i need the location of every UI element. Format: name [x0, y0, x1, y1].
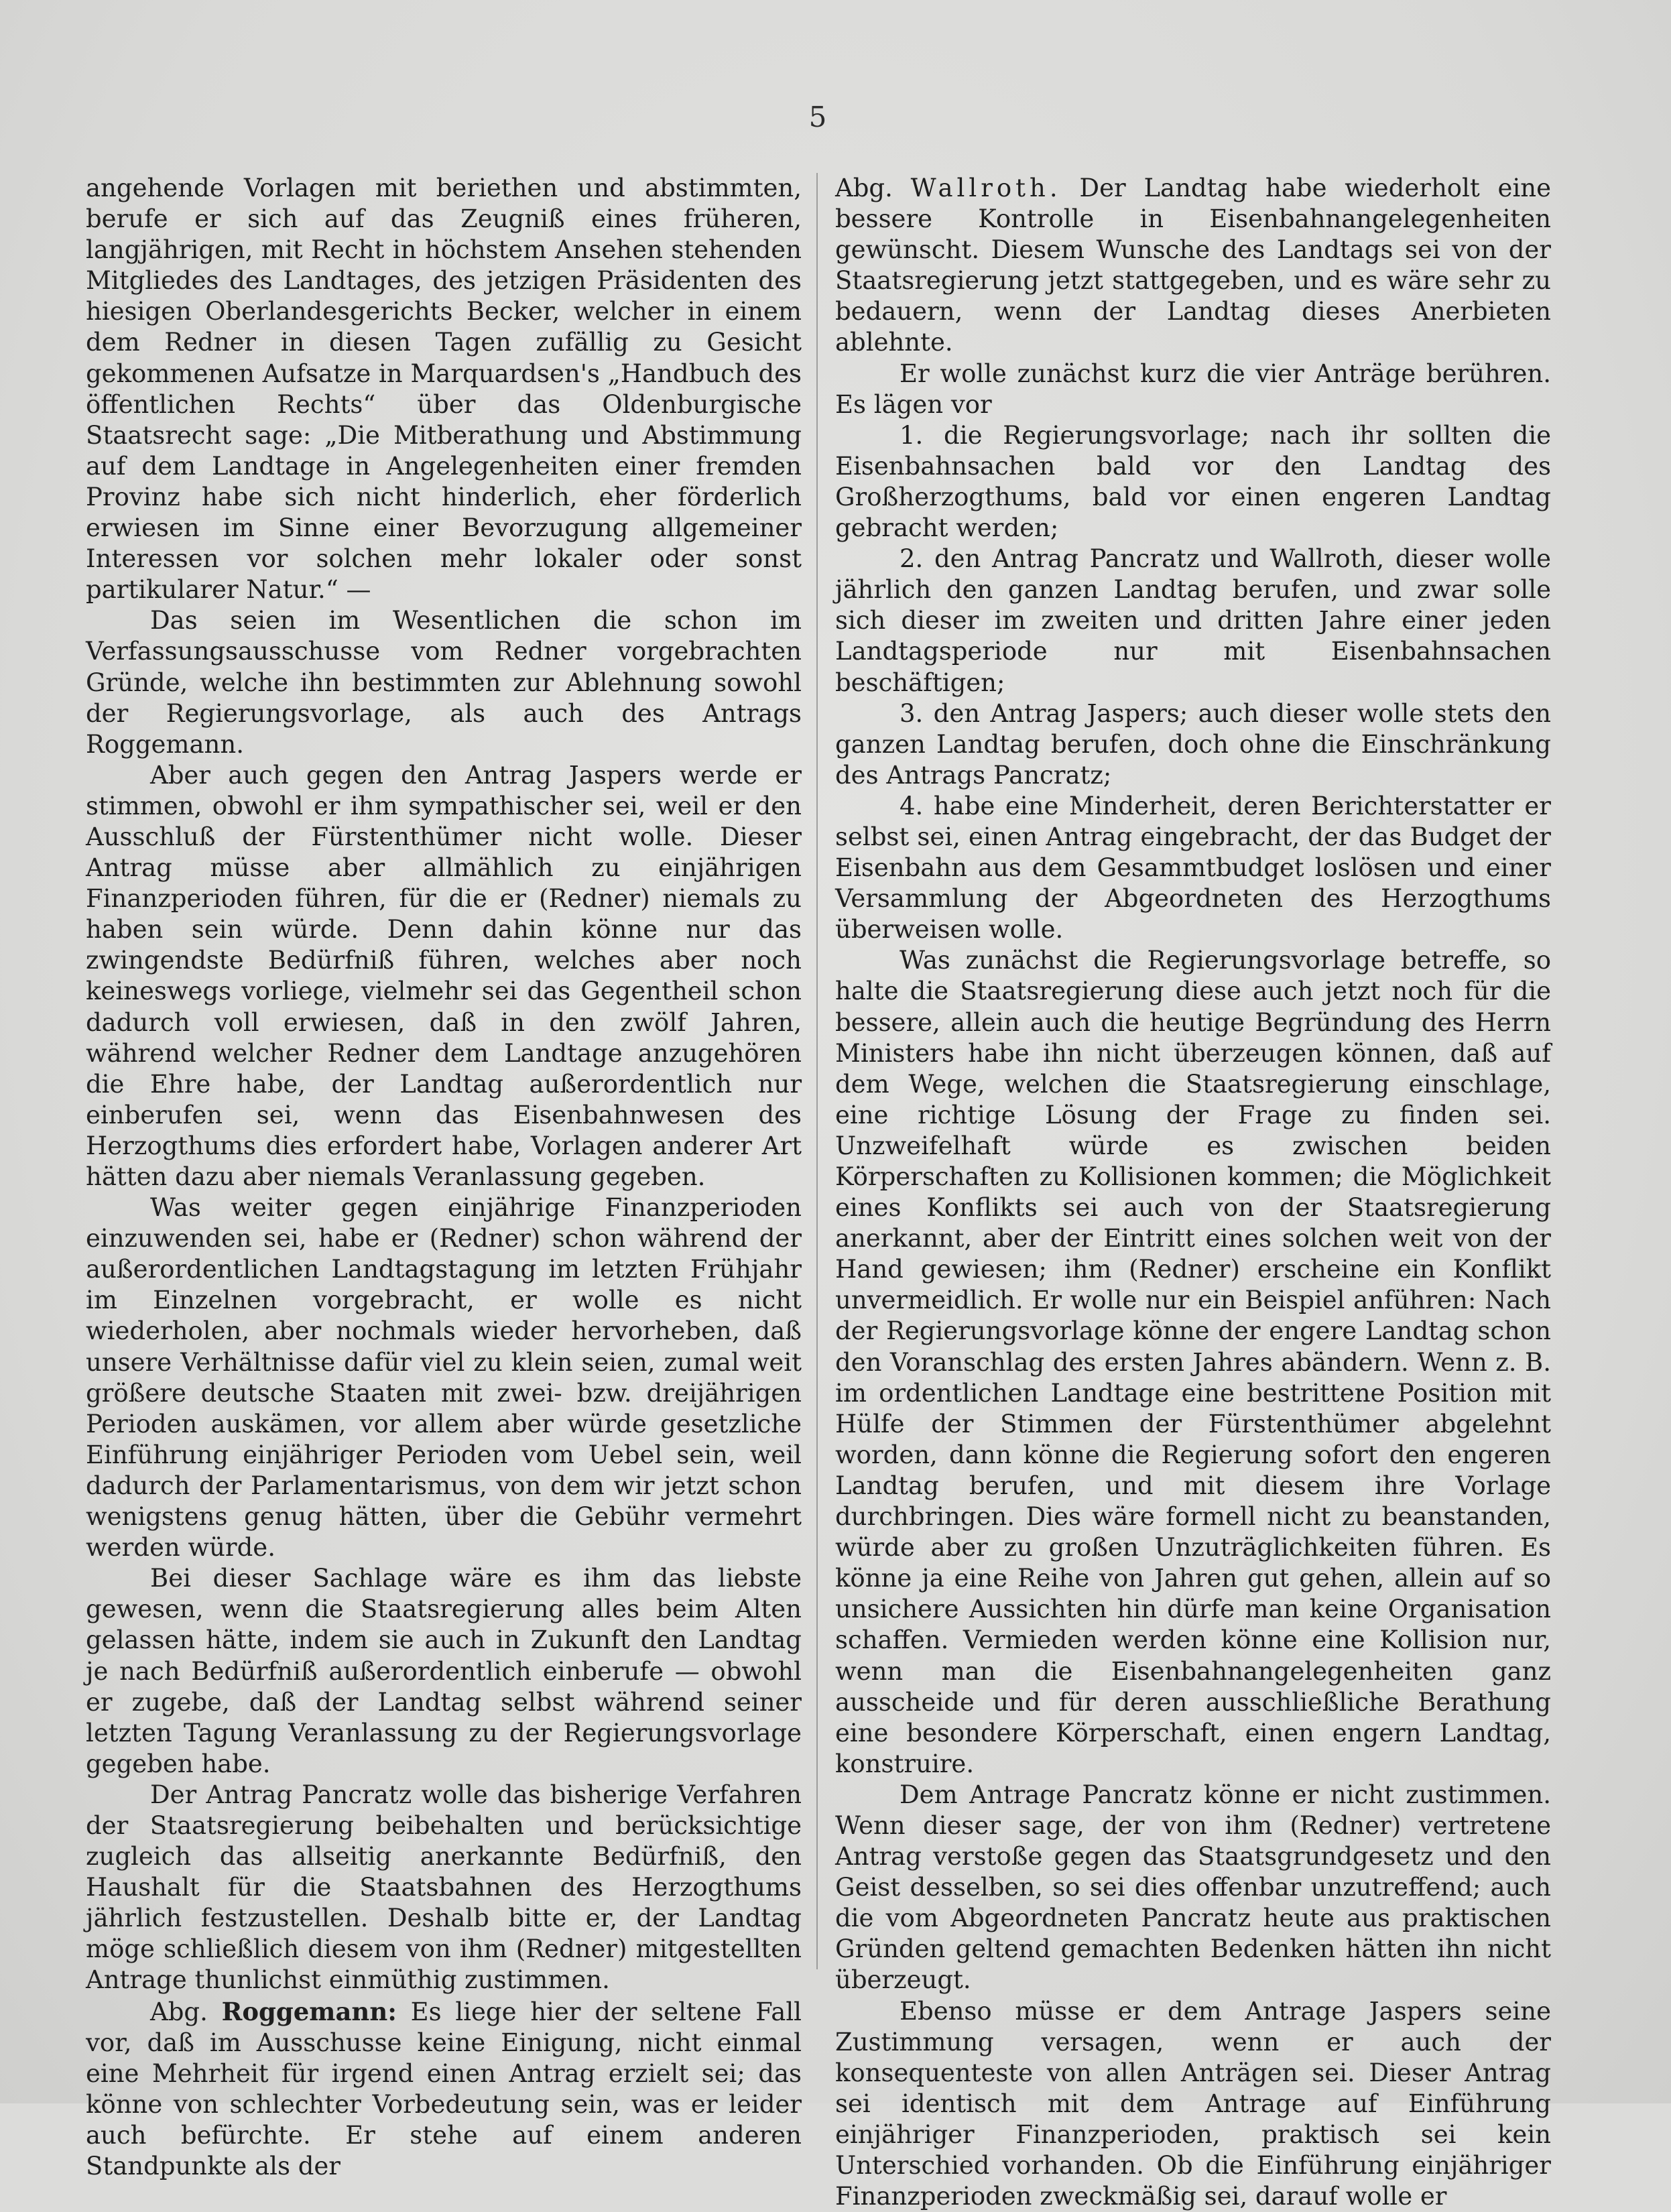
left-column	[86, 173, 802, 2182]
paragraph: Ebenso müsse er dem Antrage Jaspers seine Zustimmung versagen, wenn er auch der konsequenteste von allen Anträgen sei. Dieser Antrag sei identisch mit dem Antrage auf Einführung einjähriger Finanzperioden, praktisch sei kein Unterschied vorhanden. Ob die Einführung einjähriger Finanzperioden zweckmäßig sei, darauf wolle er	[835, 1996, 1551, 2211]
right-column	[835, 173, 1551, 2212]
paragraph: Er wolle zunächst kurz die vier Anträge berühren. Es lägen vor	[835, 359, 1551, 419]
speaker-text: Es liege hier der seltene Fall vor, daß im Ausschusse keine Einigung, nicht einmal eine Mehrheit für irgend einen Antrag erzielt sei; das könne von schlechter Vorbedeutung sein, was er leider auch befürchte. Er stehe auf einem anderen Standpunkte als der	[86, 1997, 802, 2180]
speaker-paragraph	[86, 1996, 802, 2183]
paragraph: Das seien im Wesentlichen die schon im Verfassungsausschusse vom Redner vorgebrachten Gründe, welche ihn bestimmten zur Ablehnung sowohl der Regierungsvorlage, als auch des Antrags Roggemann.	[86, 606, 802, 759]
list-item: 3. den Antrag Jaspers; auch dieser wolle stets den ganzen Landtag berufen, doch ohne die Einschränkung des Antrags Pancratz;	[835, 698, 1551, 790]
page-number: 5	[808, 101, 827, 133]
paragraph: Dem Antrage Pancratz könne er nicht zustimmen. Wenn dieser sage, der von ihm (Redner) vertretene Antrag verstoße gegen das Staatsgrundgesetz und den Geist desselben, so sei dies offenbar unzutreffend; auch die vom Abgeordneten Pancratz heute aus praktischen Gründen geltend gemachten Bedenken hätten ihn nicht überzeugt.	[835, 1780, 1551, 1995]
paragraph: Was zunächst die Regierungsvorlage betreffe, so halte die Staatsregierung diese auch jetzt noch für die bessere, allein auch die heutige Begründung des Herrn Ministers habe ihn nicht überzeugen können, daß auf dem Wege, welchen die Staatsregierung einschlage, eine richtige Lösung der Frage zu finden sei. Unzweifelhaft würde es zwischen beiden Körperschaften zu Kollisionen kommen; die Möglichkeit eines Konflikts sei auch von der Staatsregierung anerkannt, aber der Eintritt eines solchen weit von der Hand gewiesen; ihm (Redner) erscheine ein Konflikt unvermeidlich. Er wolle nur ein Beispiel anführen: Nach der Regierungsvorlage könne der engere Landtag schon den Voranschlag des ersten Jahres abändern. Wenn z. B. im ordentlichen Landtage eine bestrittene Position mit Hülfe der Stimmen der Fürstenthümer abgelehnt worden, dann könne die Regierung sofort den engeren Landtag berufen, und mit diesem ihre Vorlage durchbringen. Dies wäre formell nicht zu beanstanden, würde aber zu großen Unzuträglichkeiten führen. Es könne ja eine Reihe von Jahren gut gehen, allein auf so unsichere Aussichten hin dürfe man keine Organisation schaffen. Vermieden werden könne eine Kollision nur, wenn man die Eisenbahnangelegenheiten ganz ausscheide und für deren ausschließliche Berathung eine besondere Körperschaft, einen engern Landtag, konstruire.	[835, 946, 1551, 1778]
speaker-name: Wallroth.	[910, 174, 1062, 202]
speaker-name: Roggemann:	[221, 1996, 397, 2026]
speaker-paragraph	[835, 173, 1551, 359]
speaker-prefix: Abg.	[835, 174, 893, 202]
list-item: 4. habe eine Minderheit, deren Berichterstatter er selbst sei, einen Antrag eingebracht, der das Budget der Eisenbahn aus dem Gesammtbudget loslösen und einer Versammlung der Abgeordneten des Herzogthums überweisen wolle.	[835, 791, 1551, 944]
column-divider	[816, 173, 818, 1969]
paragraph: Was weiter gegen einjährige Finanzperioden einzuwenden sei, habe er (Redner) schon während der außerordentlichen Landtagstagung im letzten Frühjahr im Einzelnen vorgebracht, er wolle es nicht wiederholen, aber nochmals wieder hervorheben, daß unsere Verhältnisse dafür viel zu klein seien, zumal weit größere deutsche Staaten mit zwei- bzw. dreijährigen Perioden auskämen, vor allem aber würde gesetzliche Einführung einjähriger Perioden vom Uebel sein, weil dadurch der Parlamentarismus, von dem wir jetzt schon wenigstens genug hätten, über die Gebühr vermehrt werden würde.	[86, 1193, 802, 1562]
paragraph: Aber auch gegen den Antrag Jaspers werde er stimmen, obwohl er ihm sympathischer sei, weil er den Ausschluß der Fürstenthümer nicht wolle. Dieser Antrag müsse aber allmählich zu einjährigen Finanzperioden führen, für die er (Redner) niemals zu haben sein würde. Denn dahin könne nur das zwingendste Bedürfniß führen, welches aber noch keineswegs vorliege, vielmehr sei das Gegentheil schon dadurch voll erwiesen, daß in den zwölf Jahren, während welcher Redner dem Landtage anzugehören die Ehre habe, der Landtag außerordentlich nur einberufen sei, wenn das Eisenbahnwesen des Herzogthums dies erfordert habe, Vorlagen anderer Art hätten dazu aber niemals Veranlassung gegeben.	[86, 760, 802, 1191]
speaker-prefix: Abg.	[150, 1997, 208, 2026]
list-item: 1. die Regierungsvorlage; nach ihr sollten die Eisenbahnsachen bald vor den Landtag des Großherzogthums, bald vor einen engeren Landtag gebracht werden;	[835, 420, 1551, 543]
paragraph: Der Antrag Pancratz wolle das bisherige Verfahren der Staatsregierung beibehalten und berücksichtige zugleich das allseitig anerkannte Bedürfniß, den Haushalt für die Staatsbahnen des Herzogthums jährlich festzustellen. Deshalb bitte er, der Landtag möge schließlich diesem von ihm (Redner) mitgestellten Antrage thunlichst einmüthig zustimmen.	[86, 1780, 802, 1995]
paragraph: angehende Vorlagen mit beriethen und abstimmten, berufe er sich auf das Zeugniß eines früheren, langjährigen, mit Recht in höchstem Ansehen stehenden Mitgliedes des Landtages, des jetzigen Präsidenten des hiesigen Oberlandesgerichts Becker, welcher in einem dem Redner in diesen Tagen zufällig zu Gesicht gekommenen Aufsatze in Marquardsen's „Handbuch des öffentlichen Rechts“ über das Oldenburgische Staatsrecht sage: „Die Mitberathung und Abstimmung auf dem Landtage in Angelegenheiten einer fremden Provinz habe sich nicht hinderlich, eher förderlich erwiesen im Sinne einer Bevorzugung allgemeiner Interessen vor solchen mehr lokaler oder sonst partikularer Natur.“ —	[86, 174, 802, 605]
paragraph: Bei dieser Sachlage wäre es ihm das liebste gewesen, wenn die Staatsregierung alles beim Alten gelassen hätte, indem sie auch in Zukunft den Landtag je nach Bedürfniß außerordentlich einberufe — obwohl er zugebe, daß der Landtag selbst während seiner letzten Tagung Veranlassung zu der Regierungsvorlage gegeben habe.	[86, 1564, 802, 1778]
speaker-text: Der Landtag habe wiederholt eine bessere Kontrolle in Eisenbahnangelegenheiten gewünscht. Diesem Wunsche des Landtags sei von der Staatsregierung jetzt stattgegeben, und es wäre sehr zu bedauern, wenn der Landtag dieses Anerbieten ablehnte.	[835, 174, 1551, 357]
list-item: 2. den Antrag Pancratz und Wallroth, dieser wolle jährlich den ganzen Landtag berufen, und zwar solle sich dieser im zweiten und dritten Jahre einer jeden Landtagsperiode nur mit Eisenbahnsachen beschäftigen;	[835, 544, 1551, 697]
